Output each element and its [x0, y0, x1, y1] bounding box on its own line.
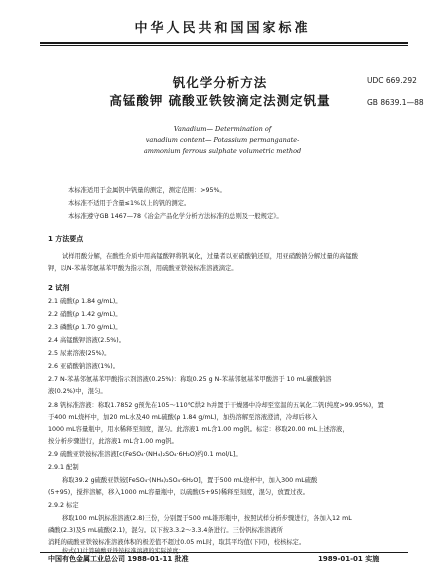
- reagent-2-8-line2: 于400 mL烧杯中，加20 mL水及40 mL硫酸(ρ 1.84 g/mL)，加热溶解至溶液澄清，冷却后移入: [48, 414, 318, 421]
- intro-paragraph-1: 本标准适用于金属钒中钒量的测定，测定范围：>95%。: [68, 187, 226, 194]
- section-1-text-line1: 试样用酸分解，在酸性介质中用高锰酸钾将钒氧化，过量者以亚硝酸钠还原，用亚硝酸钠分解过量的高锰酸: [62, 253, 358, 260]
- footer-implementation: 1989-01-01 实施: [318, 555, 380, 563]
- udc-number: UDC 669.292: [367, 76, 417, 85]
- reagent-item: 2.2 硝酸(ρ 1.42 g/mL)。: [48, 311, 122, 318]
- reagent-item: 2.4 高锰酸钾溶液(2.5%)。: [48, 337, 126, 344]
- section-1-heading: 1 方法要点: [48, 235, 84, 243]
- reagent-item: 2.6 亚硝酸钠溶液(1%)。: [48, 363, 119, 370]
- subsection-2-9-1-heading: 2.9.1 配制: [48, 464, 79, 471]
- reagent-item: 2.5 尿素溶液(25%)。: [48, 350, 111, 357]
- header-rule-thick: [40, 42, 408, 44]
- document-title-line1: 钒化学分析方法: [172, 75, 268, 90]
- reagent-item: 2.3 磷酸(ρ 1.70 g/mL)。: [48, 324, 122, 331]
- subsection-2-9-1-line1: 称取39.2 g硫酸亚铁铵[FeSO₄·(NH₄)₂SO₄·6H₂O]，置于500 mL烧杯中，加入300 mL硫酸: [62, 477, 318, 484]
- intro-paragraph-2: 本标准不适用于含量≤1%以上的钒的测定。: [68, 200, 191, 207]
- subsection-2-9-1-line2: (5+95)，搅拌溶解，移入1000 mL容量瓶中，以硫酸(5+95)稀释至刻度，混匀，放置过夜。: [48, 489, 309, 496]
- document-header: 中华人民共和国国家标准: [134, 21, 311, 36]
- english-title-line1: Vanadium— Determination of: [173, 125, 272, 133]
- intro-paragraph-3: 本标准遵守GB 1467—78《冶金产品化学分析方法标准的总则及一般规定》。: [68, 213, 283, 220]
- english-title-line3: ammonium ferrous sulphate volumetric method: [143, 147, 302, 155]
- document-title-line2: 高锰酸钾 硫酸亚铁铵滴定法测定钒量: [109, 93, 331, 108]
- reagent-item: 2.1 硫酸(ρ 1.84 g/mL)。: [48, 298, 122, 305]
- english-title-line2: vanadium content— Potassium permanganate-: [145, 136, 300, 144]
- reagent-2-8-line3: 1000 mL容量瓶中，用水稀释至刻度，混匀。此溶液1 mL含1.00 mg钒。标定：移取20.00 mL上述溶液，: [48, 426, 349, 433]
- reagent-2-9: 2.9 硫酸亚铁铵标准溶液[c(FeSO₄·(NH₄)₂SO₄·6H₂O)约0.1 mol/L]。: [48, 451, 242, 458]
- section-2-heading: 2 试剂: [48, 284, 70, 292]
- reagent-item: 2.7 N-苯基邻氨基苯甲酸指示剂溶液(0.25%)：称取0.25 g N-苯基邻氨基苯甲酸溶于 10 mL碳酸钠溶: [48, 376, 332, 383]
- reagent-item-continuation: 液(0.2%)中，混匀。: [48, 388, 107, 395]
- footer-rule: [40, 552, 408, 553]
- footer-approval: 中国有色金属工业总公司 1988-01-11 批准: [48, 555, 189, 563]
- standard-code: GB 8639.1—88: [367, 98, 424, 107]
- reagent-2-8-line1: 2.8 钒标准溶液：称取1.7852 g预先在105～110℃烘2 h并置于干燥器中冷却至室温的五氧化二钒(纯度>99.95%)，置: [48, 402, 384, 409]
- section-1-text-line2: 钾，以N-苯基邻氨基苯甲酸为指示剂，用硫酸亚铁铵标准溶液滴定。: [48, 265, 238, 272]
- subsection-2-9-2-line2: 磷酸(2.3)及5 mL硫酸(2.1)，混匀。以下按3.3.2～3.3.4条进行。三份钒标准溶液所: [48, 527, 283, 534]
- subsection-2-9-2-heading: 2.9.2 标定: [48, 502, 79, 509]
- subsection-2-9-2-line3: 消耗的硫酸亚铁铵标准溶液体积的极差值不超过0.05 mL时，取其平均值(下同)，校核标定。: [48, 539, 306, 546]
- reagent-2-8-line4: 按分析步骤进行，此溶液1 mL含1.00 mg钒。: [48, 438, 178, 445]
- subsection-2-9-2-line1: 移取100 mL钒标准溶液(2.8)三份，分别置于500 mL锥形瓶中，按照试样分析步骤进行，各加入12 mL: [62, 515, 352, 522]
- header-rule-thin: [40, 45, 408, 46]
